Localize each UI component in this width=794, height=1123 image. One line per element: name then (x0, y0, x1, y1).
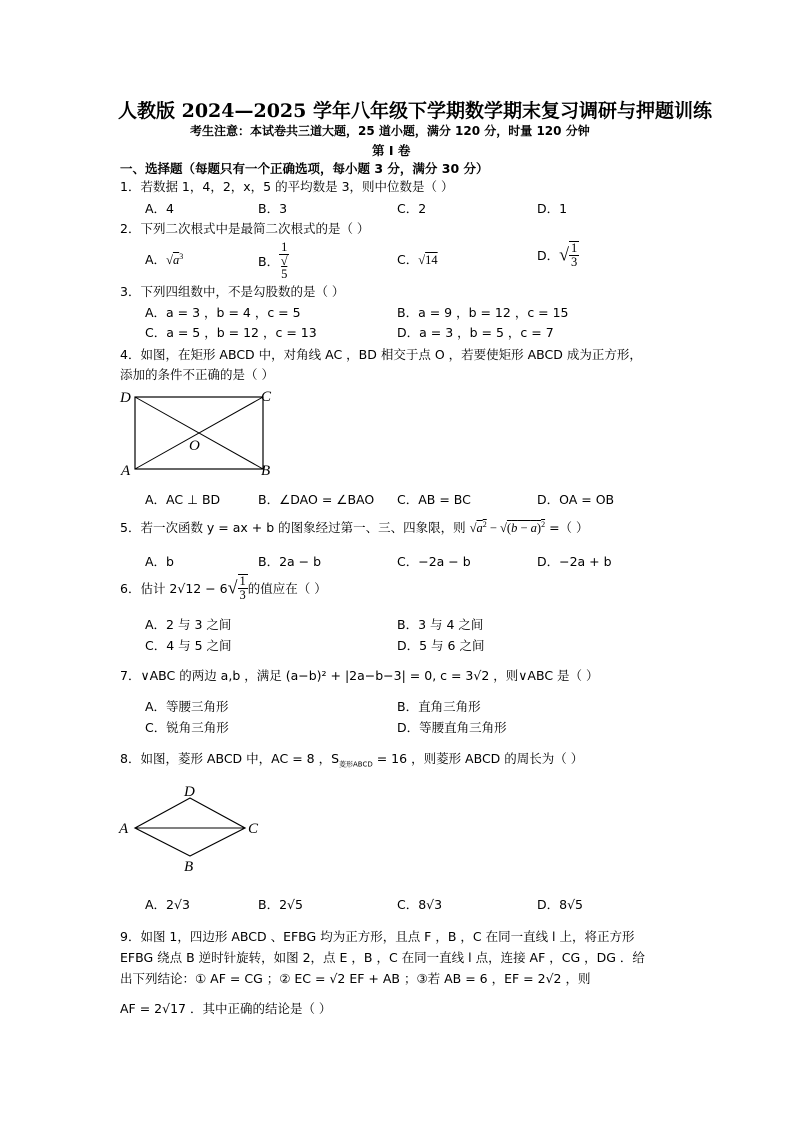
section-heading: 一、选择题（每题只有一个正确选项，每小题 3 分，满分 30 分） (120, 161, 489, 176)
q2-option-c: C．√14 (397, 252, 438, 267)
q5-option-a: A．b (145, 554, 174, 569)
label-O: O (189, 438, 200, 454)
q7-option-c: C．锐角三角形 (145, 720, 229, 735)
q9-line3: 出下列结论：① AF = CG ；② EC = √2 EF + AB ；③若 AB = 6 ，EF = 2√2 ，则 (120, 971, 591, 986)
q4-option-d: D．OA = OB (537, 492, 615, 507)
q3-stem: 3．下列四组数中，不是勾股数的是（ ） (120, 284, 345, 299)
label-B: B (261, 463, 271, 479)
label-C: C (261, 389, 272, 405)
q8-stem: 8．如图，菱形 ABCD 中，AC = 8 ，$S_{菱形ABCD} = 16$ ，则菱形 ABCD 的周长为（ ） (120, 751, 584, 769)
rhombus-diagram (115, 780, 265, 875)
exam-title: 人教版 2024—2025 学年八年级下学期数学期末复习调研与押题训练 (118, 100, 712, 122)
q4-stem-line1: 4．如图，在矩形 ABCD 中，对角线 AC ，BD 相交于点 O ，若要使矩形 ABCD 成为正方形， (120, 347, 642, 362)
q1-option-a: A．4 (145, 201, 175, 216)
q3-option-a: A．a = 3 ，b = 4 ，c = 5 (145, 305, 301, 320)
q3-option-d: D．a = 3 ，b = 5 ，c = 7 (397, 325, 554, 340)
q2-option-d: D．√ $\frac{1}{3}$ (537, 241, 578, 269)
q8-option-b: B．2√5 (258, 897, 303, 912)
q7-stem: 7．∨ABC 的两边 a,b ，满足 (a−b)² + |2a−b−3| = 0, c = 3√2 ，则∨ABC 是（ ） (120, 668, 599, 683)
q5-option-d: D．−2a + b (537, 554, 612, 569)
q8-option-d: D．8√5 (537, 897, 583, 912)
label-A: A (121, 463, 131, 479)
label-D: D (184, 784, 195, 800)
q3-option-c: C．a = 5 ，b = 12 ，c = 13 (145, 325, 317, 340)
q8-option-c: C．8√3 (397, 897, 443, 912)
q7-option-b: B．直角三角形 (397, 699, 481, 714)
label-A: A (119, 821, 129, 837)
q9-line2: EFBG 绕点 B 逆时针旋转，如图 2，点 E ，B ，C 在同一直线 l 点，连接 AF ，CG ，DG ．给 (120, 950, 645, 965)
q1-option-b: B．3 (258, 201, 288, 216)
q3-option-b: B．a = 9 ，b = 12 ，c = 15 (397, 305, 569, 320)
q5-option-c: C．−2a − b (397, 554, 471, 569)
q9-line1: 9．如图 1，四边形 ABCD 、EFBG 均为正方形，且点 F ，B ，C 在同一直线 l 上，将正方形 (120, 929, 635, 944)
q5-stem: 5．若一次函数 y = ax + b 的图象经过第一、三、四象限，则 $√a^2 - √(b - a)^2$ =（ ） (120, 519, 589, 535)
q6-stem: 6．估计 2√12 − 6√ $\frac{1}{3}$ 的值应在（ ） (120, 574, 327, 602)
q6-option-d: D．5 与 6 之间 (397, 638, 485, 653)
volume-label: 第 I 卷 (372, 143, 411, 158)
q6-option-c: C．4 与 5 之间 (145, 638, 232, 653)
q4-option-a: A．AC ⊥ BD (145, 492, 221, 507)
q4-option-c: C．AB = BC (397, 492, 471, 507)
q4-stem-line2: 添加的条件不正确的是（ ） (120, 367, 274, 382)
q4-option-b: B．∠DAO = ∠BAO (258, 492, 375, 507)
q2-option-a: A．$√a^3$ (145, 251, 184, 267)
label-D: D (120, 390, 131, 406)
q1-stem: 1．若数据 1，4，2，x，5 的平均数是 3，则中位数是（ ） (120, 179, 454, 194)
label-C: C (248, 821, 259, 837)
q5-option-b: B．2a − b (258, 554, 322, 569)
q7-option-d: D．等腰直角三角形 (397, 720, 507, 735)
exam-notice: 考生注意：本试卷共三道大题，25 道小题，满分 120 分，时量 120 分钟 (190, 124, 590, 138)
q1-option-c: C．2 (397, 201, 427, 216)
q6-option-b: B．3 与 4 之间 (397, 617, 484, 632)
q2-stem: 2．下列二次根式中是最简二次根式的是（ ） (120, 221, 370, 236)
q1-option-d: D．1 (537, 201, 568, 216)
label-B: B (184, 859, 194, 875)
q9-line4: AF = 2√17 ．其中正确的结论是（ ） (120, 1001, 332, 1016)
q8-option-a: A．2√3 (145, 897, 190, 912)
q2-option-b: B． 1 √ 5 (258, 240, 288, 281)
q7-option-a: A．等腰三角形 (145, 699, 229, 714)
q6-option-a: A．2 与 3 之间 (145, 617, 232, 632)
rectangle-diagram (115, 385, 285, 480)
